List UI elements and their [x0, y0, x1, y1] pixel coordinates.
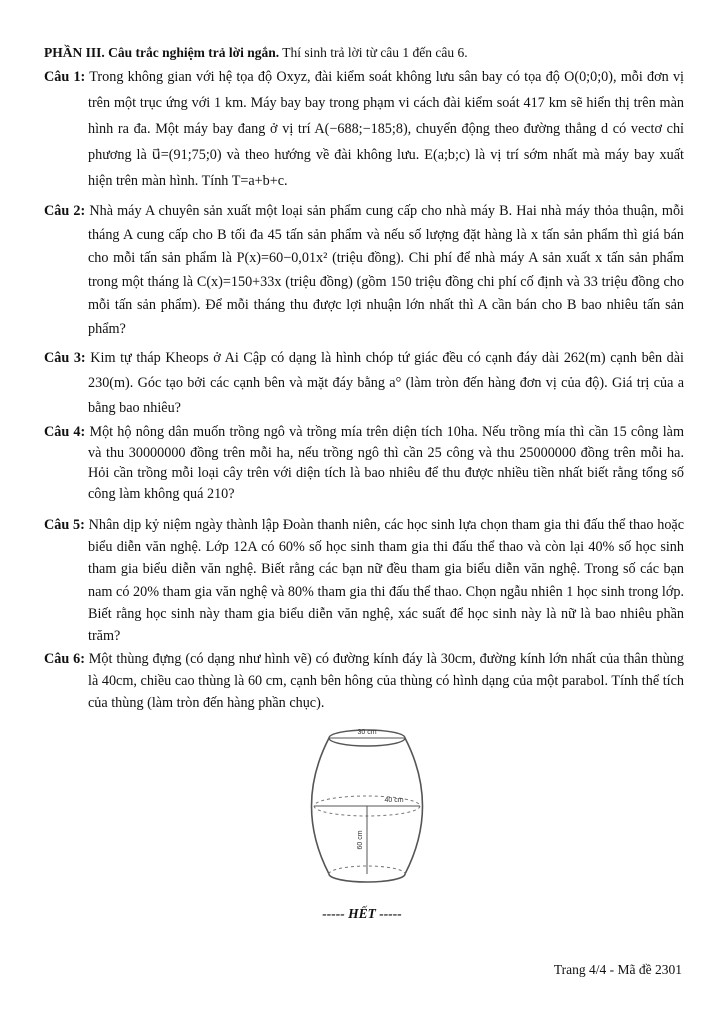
- page-footer: Trang 4/4 - Mã đề 2301: [553, 962, 682, 977]
- part-title-rest: Thí sinh trả lời từ câu 1 đến câu 6.: [279, 45, 468, 60]
- question-3-text: Kim tự tháp Kheops ở Ai Cập có dạng là hình chóp tứ giác đều có cạnh đáy dài 262(m) cạnh bên dài 230(m). Góc tạo bởi các cạnh bên và mặt đáy bằng a° (làm tròn đến hàng đơn vị của độ). Giá trị của a bằng bao nhiêu?: [88, 350, 684, 416]
- question-1: [44, 64, 684, 194]
- barrel-figure: [296, 724, 438, 890]
- part-title: [44, 44, 468, 62]
- question-3: [44, 346, 684, 421]
- question-2-text: Nhà máy A chuyên sản xuất một loại sản phẩm cung cấp cho nhà máy B. Hai nhà máy thỏa thuận, mỗi tháng A cung cấp cho B tối đa 45 tấn sản phẩm và nếu số lượng đặt hàng là x tấn sản phẩm thì giá bán cho mỗi tấn sản phẩm là P(x)=60−0,01x² (triệu đồng). Chi phí để nhà máy A sản xuất x tấn sản phẩm trong một tháng là C(x)=150+33x (triệu đồng) (gồm 150 triệu đồng chi phí cố định và 33 triệu đồng cho mỗi tấn sản phẩm). Để mỗi tháng thu được lợi nhuận lớn nhất thì A cần bán cho B bao nhiêu tấn sản phẩm?: [88, 203, 684, 337]
- question-4-number: Câu 4:: [44, 424, 86, 440]
- question-4-text: Một hộ nông dân muốn trồng ngô và trồng mía trên diện tích 10ha. Nếu trồng mía thì cần 15 công làm và thu 30000000 đồng trên mỗi ha, nếu trồng ngô thì cần 25 công và thu 25000000 đồng trên mỗi ha. Hỏi cần trồng mỗi loại cây trên với diện tích là bao nhiêu để thu được nhiều tiền nhất biết rằng tổng số công làm không quá 210?: [88, 424, 684, 502]
- barrel-bottom-front: [329, 874, 405, 882]
- question-5-number: Câu 5:: [44, 517, 85, 533]
- question-4: [44, 422, 684, 504]
- question-6-text: Một thùng đựng (có dạng như hình vẽ) có đường kính đáy là 30cm, đường kính lớn nhất của thân thùng là 40cm, chiều cao thùng là 60 cm, cạnh bên hông của thùng có hình dạng của một parabol. Tính thể tích của thùng (làm tròn đến hàng phần chục).: [88, 651, 684, 711]
- question-1-number: Câu 1:: [44, 69, 86, 85]
- question-4-body: [44, 422, 684, 504]
- question-5-body: [44, 514, 685, 647]
- question-6-body: [44, 648, 684, 714]
- height-label: 60 cm: [357, 830, 364, 850]
- question-6: [44, 648, 684, 714]
- question-3-body: [44, 346, 684, 421]
- question-2: [44, 200, 684, 342]
- part-title-bold: PHẦN III. Câu trắc nghiệm trả lời ngắn.: [44, 45, 280, 60]
- question-6-number: Câu 6:: [44, 651, 85, 667]
- question-2-number: Câu 2:: [44, 203, 86, 219]
- question-5: [44, 514, 684, 647]
- end-mark: ----- HẾT -----: [322, 906, 402, 921]
- question-2-body: [44, 200, 684, 342]
- question-1-text: Trong không gian với hệ tọa độ Oxyz, đài kiểm soát không lưu sân bay có tọa độ O(0;0;0), mỗi đơn vị trên một trục ứng với 1 km. Máy bay bay trong phạm vi cách đài kiểm soát 417 km sẽ hiển thị trên màn hình ra đa. Một máy bay đang ở vị trí A(−688;−185;8), chuyển động theo đường thẳng d có vectơ chỉ phương là u⃗=(91;75;0) và theo hướng về đài không lưu. E(a;b;c) là vị trí sớm nhất mà máy bay xuất hiện trên màn hình. Tính T=a+b+c.: [88, 69, 684, 189]
- top-diameter-label: 30 cm: [357, 729, 377, 736]
- question-3-number: Câu 3:: [44, 350, 86, 366]
- middle-diameter-label: 40 cm: [384, 797, 404, 804]
- question-5-text: Nhân dịp kỷ niệm ngày thành lập Đoàn thanh niên, các học sinh lựa chọn tham gia thi đấu thể thao hoặc biểu diễn văn nghệ. Lớp 12A có 60% số học sinh tham gia thi đấu thể thao và còn lại 40% số học sinh tham gia biểu diễn văn nghệ. Biết rằng các bạn nữ đều tham gia biểu diễn văn nghệ. Trong số các bạn nam có 20% tham gia văn nghệ và 80% tham gia thi đấu thể thao. Chọn ngẫu nhiên 1 học sinh trong lớp. Biết rằng học sinh này tham gia biểu diễn văn nghệ, xác suất để học sinh này là nữ là bao nhiêu phần trăm?: [88, 517, 685, 645]
- question-1-body: [44, 64, 684, 194]
